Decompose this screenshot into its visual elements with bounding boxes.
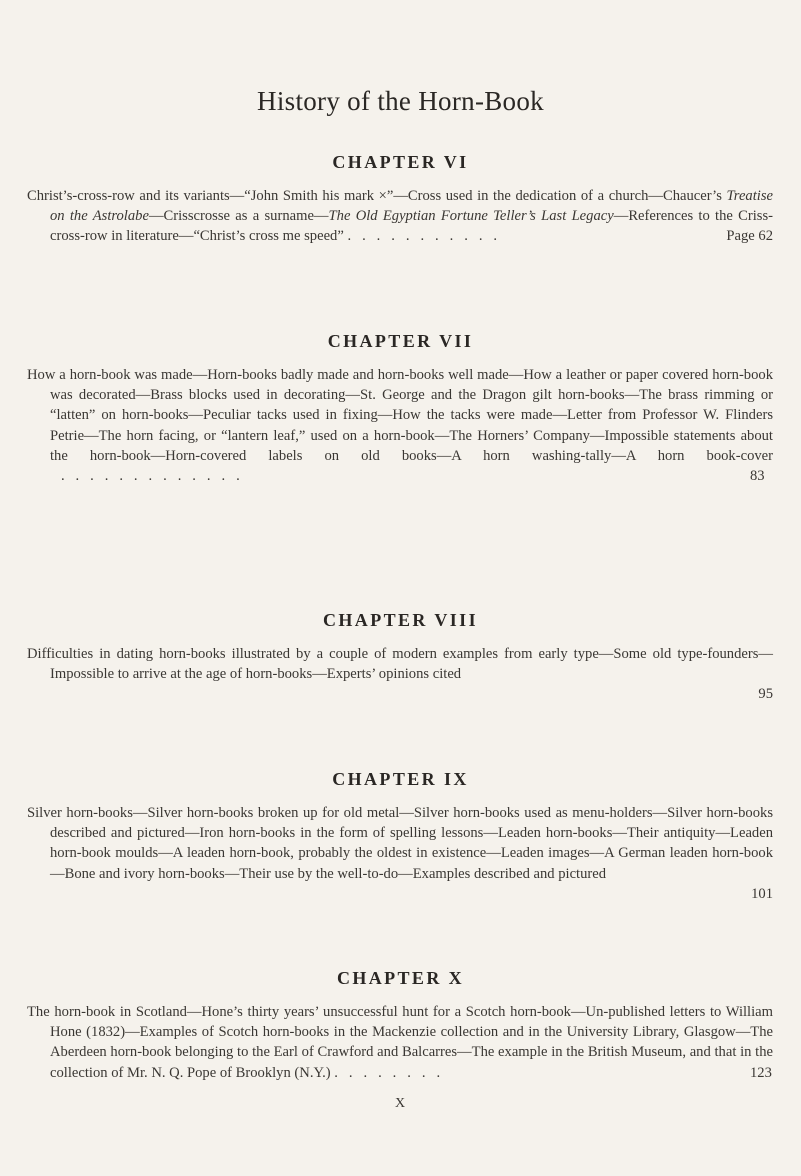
summary-text: Christ’s-cross-row and its variants—“John Smith his mark ×”—Cross used in the dedication of a church—Chaucer’s — [27, 188, 727, 204]
summary-text: —References to the Criss-cross-row in literature—“Christ’s cross me speed” — [50, 208, 774, 245]
chapter-heading: CHAPTER VII — [327, 331, 474, 351]
dot-leader: . . . . . . . . . . . . . — [50, 468, 244, 485]
chapter-heading: CHAPTER VI — [332, 152, 469, 172]
chapter-summary: How a horn-book was made—Horn-books badly made and horn-books well made—How a leather or paper covered horn-book was decorated—Brass blocks used in decorating—St. George and the Dragon gilt horn-books—The brass rimming or “latten” on horn-books—Peculiar tacks used in fixing—How the tacks were made—Letter from Professor W. Flinders Petrie—The horn facing, or “lantern leaf,” used on a horn-book—The Horners’ Company—Impossible statements about the horn-book—Horn-covered labels on old books—A horn washing-tally—A horn book-cover . . . . . . . . . . . . . 83 — [27, 367, 773, 485]
chapter-heading: CHAPTER VIII — [323, 610, 478, 630]
chapter-summary: Silver horn-books—Silver horn-books broken up for old metal—Silver horn-books used as menu-holders—Silver horn-books described and pictured—Iron horn-books in the form of spelling lessons—Leaden horn-books—Their antiquity—Leaden horn-book moulds—A leaden horn-book, probably the oldest in existence—Leaden images—A German leaden horn-book—Bone and ivory horn-books—Their use by the well-to-do—Examples described and pictured — [27, 805, 773, 882]
chapter-summary: Difficulties in dating horn-books illustrated by a couple of modern examples from early type—Some old type-founders—Impossible to arrive at the age of horn-books—Experts’ opinions cited — [27, 646, 773, 683]
page-title: History of the Horn-Book — [257, 86, 544, 116]
page-folio: X — [394, 1096, 407, 1111]
summary-text: The horn-book in Scotland—Hone’s thirty years’ unsuccessful hunt for a Scotch horn-book—Un-published letters to William Hone (1832)—Examples of Scotch horn-books in the Mackenzie collection and in the University Library, Glasgow—The Aberdeen horn-book belonging to the Earl of Crawford and Balcarres—The example in the British Museum, and that in the collection of Mr. N. Q. Pope of Brooklyn (N.Y.) — [27, 1004, 773, 1081]
italic-title: The Old Egyptian Fortune Teller’s Last Legacy — [328, 208, 614, 225]
chapter-summary — [0, 186, 801, 247]
summary-text: How a horn-book was made—Horn-books badly made and horn-books well made—How a leather or paper covered horn-book was decorated—Brass blocks used in decorating—St. George and the Dragon gilt horn-books—The brass rimming or “latten” on horn-books—Peculiar tacks used in fixing—How the tacks were made—Letter from Professor W. Flinders Petrie—The horn facing, or “lantern leaf,” used on a horn-book—The Horners’ Company—Impossible statements about the horn-book—Horn-covered labels on old books—A horn washing-tally—A horn book-cover — [27, 367, 773, 464]
chapter-heading: CHAPTER X — [336, 968, 465, 988]
dot-leader: . . . . . . . . . . . — [343, 228, 501, 245]
summary-text: —Crisscrosse as a surname— — [148, 208, 329, 225]
page-number: 95 — [758, 686, 773, 703]
chapter-vi — [0, 152, 801, 247]
chapter-viii — [0, 610, 801, 704]
italic-title: Treatise on the Astrolabe — [50, 188, 773, 225]
dot-leader: . . . . . . . . — [330, 1064, 444, 1081]
chapter-x — [0, 968, 801, 1083]
page-number: Page 62 — [726, 228, 773, 245]
chapter-heading: CHAPTER IX — [332, 769, 469, 789]
chapter-vii — [0, 331, 801, 486]
chapter-summary: The horn-book in Scotland—Hone’s thirty years’ unsuccessful hunt for a Scotch horn-book—Un-published letters to William Hone (1832)—Examples of Scotch horn-books in the Mackenzie collection and in the University Library, Glasgow—The Aberdeen horn-book belonging to the Earl of Crawford and Balcarres—The example in the British Museum, and that in the collection of Mr. N. Q. Pope of Brooklyn (N.Y.) . . . . . . . . 123 — [27, 1004, 773, 1081]
page-number: 101 — [751, 885, 773, 902]
chapter-ix — [0, 769, 801, 904]
